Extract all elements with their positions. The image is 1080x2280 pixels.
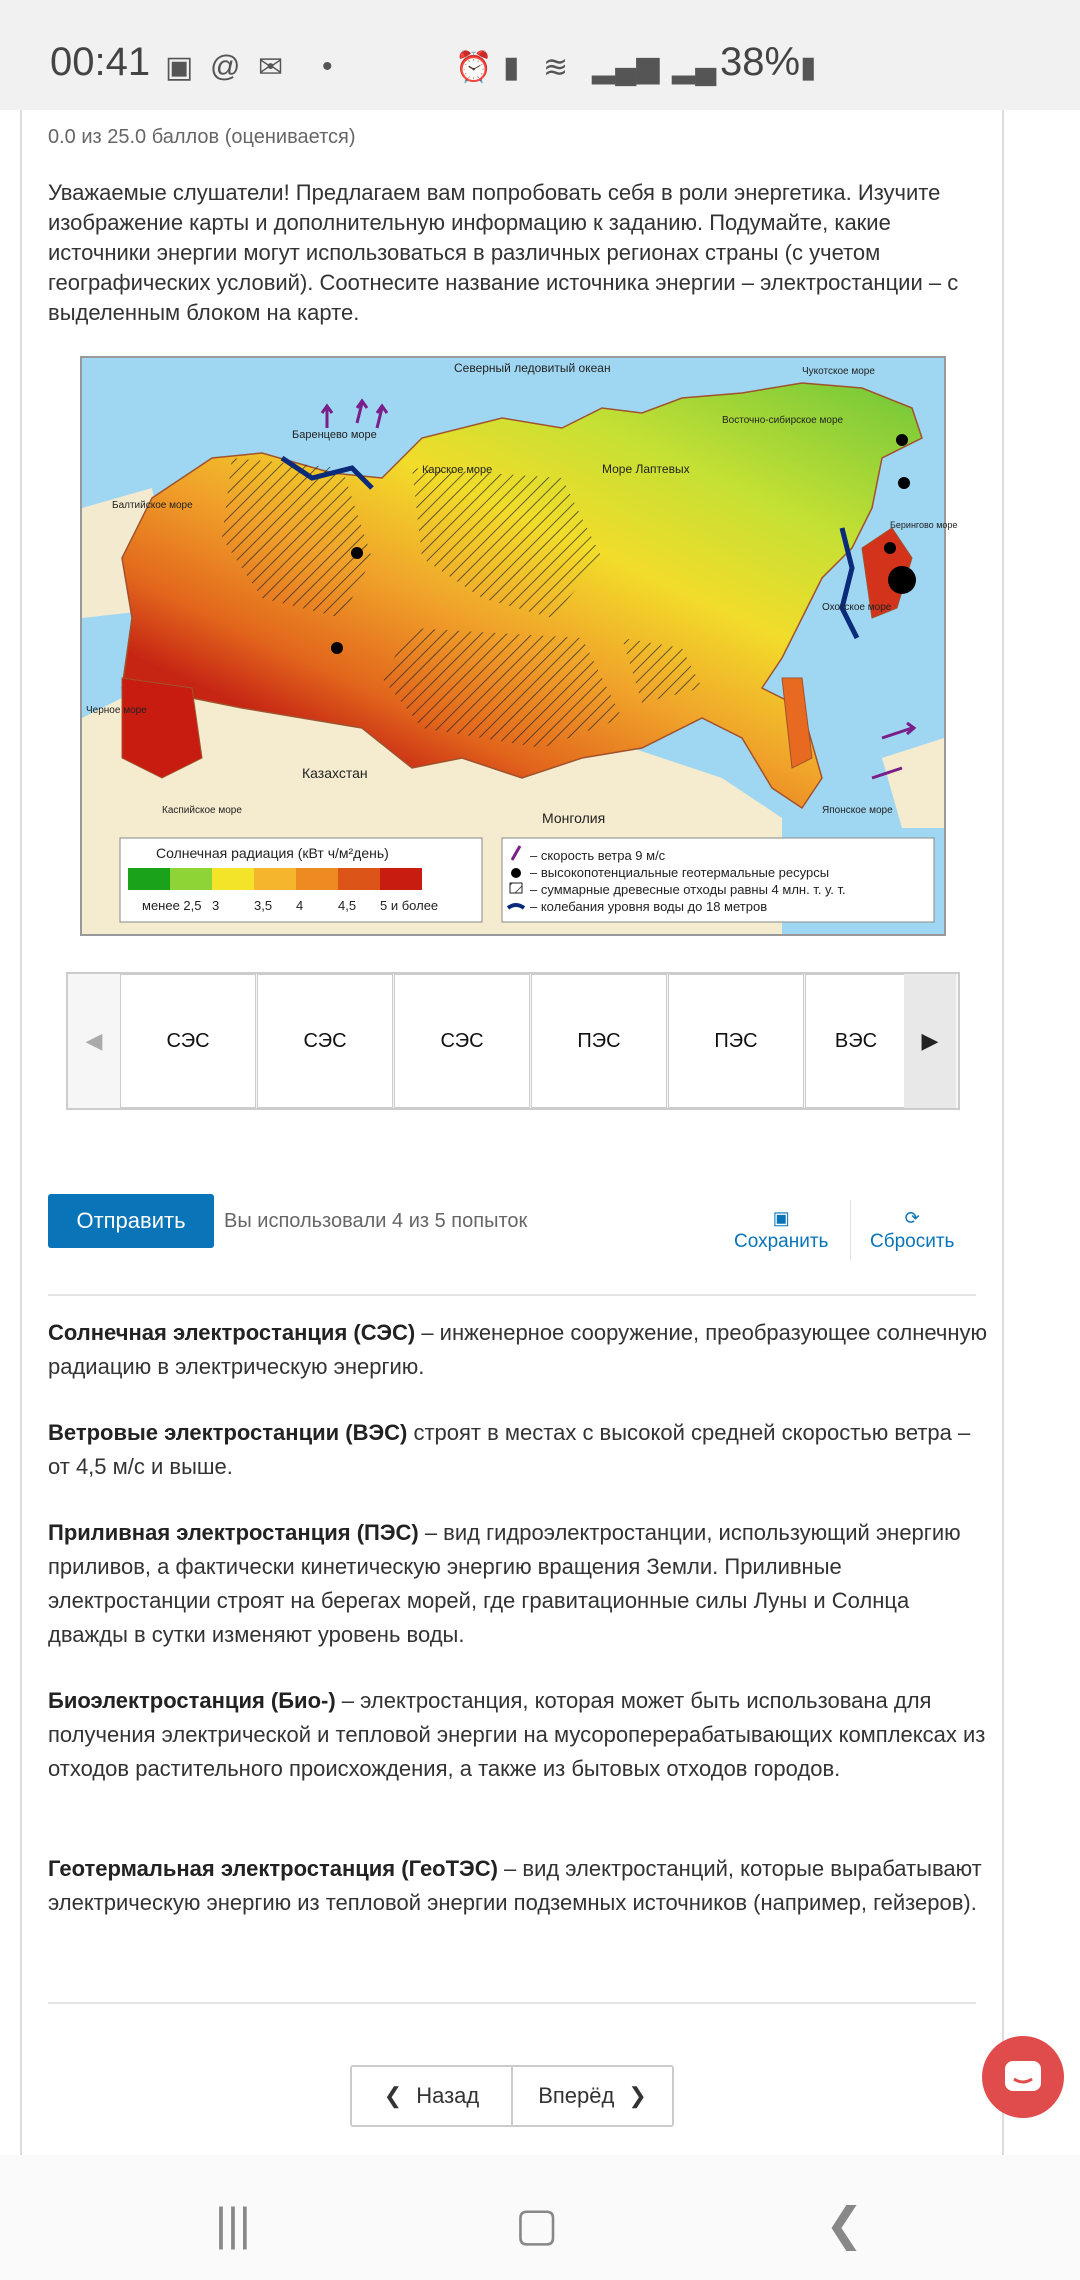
draggable-tile[interactable]: СЭС (394, 974, 530, 1108)
scale-swatch (296, 868, 338, 890)
status-time: 00:41 (50, 40, 151, 84)
definition-term: Солнечная электростанция (СЭС) (48, 1320, 416, 1345)
definition-wind (48, 1416, 988, 1484)
geothermal-dot-4 (888, 566, 916, 594)
task-intro: Уважаемые слушатели! Предлагаем вам попробовать себя в роли энергетика. Изучите изображение карты и дополнительную информацию к заданию. Подумайте, какие источники энергии могут использоваться в различных регионах страны (с учетом географических условий). Соотнесите название источника энергии – электростанции – с выделенным блоком на карте. (48, 180, 959, 325)
scale-swatch (254, 868, 296, 890)
definition-text: – инженерное сооружение, преобразующее солнечную радиацию в электрическую энергию. (48, 1320, 988, 1379)
draggable-tile[interactable]: СЭС (257, 974, 393, 1108)
action-divider (850, 1200, 851, 1260)
map-label-kazakhstan: Казахстан (302, 765, 368, 781)
map-label-japan: Японское море (822, 805, 893, 816)
alarm-icon: ⏰ (455, 51, 493, 84)
draggable-tile[interactable]: ПЭС (531, 974, 667, 1108)
scale-swatch (380, 868, 422, 890)
geothermal-dot-6 (331, 642, 343, 654)
definition-term: Геотермальная электростанция (ГеоТЭС) (48, 1856, 498, 1881)
save-label: Сохранить (734, 1231, 829, 1252)
map-label-mongolia: Монголия (542, 810, 606, 826)
scale-swatch (338, 868, 380, 890)
russia-energy-map (80, 356, 958, 936)
sequence-nav (350, 2065, 674, 2127)
map-label-east-siberian: Восточно-сибирское море (722, 415, 844, 426)
legend-solar-title: Солнечная радиация (кВт ч/м²день) (156, 845, 389, 861)
battery-percent: 38% (720, 40, 801, 84)
map-label-caspian: Каспийское море (162, 805, 242, 816)
legend-geothermal-symbol (511, 868, 521, 878)
scale-swatch (170, 868, 212, 890)
home-icon[interactable]: ▢ (515, 2198, 559, 2250)
scale-label: 4,5 (338, 898, 357, 913)
attempts-text: Вы использовали 4 из 5 попыток (224, 1210, 528, 1232)
divider (48, 1294, 976, 1296)
dot-icon: • (322, 50, 333, 83)
definition-solar (48, 1316, 988, 1384)
prev-label: Назад (416, 2083, 480, 2108)
reset-label: Сбросить (870, 1231, 955, 1252)
map-label-ocean: Северный ледовитый океан (454, 361, 611, 375)
geothermal-dot-1 (896, 434, 908, 446)
scroll-left-button[interactable]: ◀ (85, 1028, 103, 1053)
save-button[interactable] (734, 1208, 828, 1253)
map-label-chukotka: Чукотское море (802, 366, 875, 377)
scale-label: 3 (212, 898, 220, 913)
definition-bio (48, 1684, 988, 1786)
next-label: Вперёд (538, 2083, 615, 2108)
gallery-icon: ▣ (165, 51, 194, 84)
chat-icon (1003, 2059, 1043, 2095)
definition-term: Биоэлектростанция (Био-) (48, 1688, 336, 1713)
map-label-bering: Берингово море (890, 520, 958, 530)
scale-label: 4 (296, 898, 304, 913)
battery-saver-icon: ▮ (503, 51, 520, 84)
map-label-laptev: Море Лаптевых (602, 462, 690, 476)
map-label-okhotsk: Охотское море (822, 602, 892, 613)
map-label-baltic: Балтийское море (112, 500, 193, 511)
save-icon: ▣ (772, 1208, 790, 1228)
scale-swatch (212, 868, 254, 890)
divider (48, 2002, 976, 2004)
android-nav-bar (0, 2155, 1080, 2280)
grade-text: 0.0 из 25.0 баллов (оценивается) (48, 126, 356, 148)
legend-item-wind: – скорость ветра 9 м/с (530, 848, 666, 863)
legend-item-wood: – суммарные древесные отходы равны 4 млн. т. у. т. (530, 882, 846, 897)
problem-content (20, 110, 1004, 2155)
reset-button[interactable] (870, 1208, 954, 1253)
draggable-tile[interactable]: ПЭС (668, 974, 804, 1108)
definition-tidal (48, 1516, 988, 1652)
definition-text: – электростанция, которая может быть использована для получения электрической и тепловой энергии на мусороперерабатывающих комплексах из отходов растительного происхождения, а также из бытовых отходов городов. (48, 1688, 986, 1781)
signal-icon: ▂▄▆ (592, 51, 660, 84)
draggable-tile[interactable]: ВЭС (805, 974, 907, 1108)
scroll-right-button[interactable]: ▶ (904, 974, 956, 1108)
definition-text: – вид гидроэлектростанции, использующий энергию приливов, а фактически кинетическую энергию вращения Земли. Приливные электростанции строят на берегах морей, где гравитационные силы Луны и Солнца дважды в сутки изменяют уровень воды. (48, 1520, 961, 1647)
battery-icon: ▮ (800, 51, 817, 84)
legend-item-tidal: – колебания уровня воды до 18 метров (530, 899, 768, 914)
at-icon: @ (210, 50, 241, 83)
submit-button[interactable]: Отправить (48, 1194, 214, 1248)
scale-label: менее 2,5 (142, 898, 202, 913)
map-label-barents: Баренцево море (292, 429, 377, 441)
draggable-tile[interactable]: СЭС (120, 974, 256, 1108)
definition-text: – вид электростанций, которые вырабатывают электрическую энергию из тепловой энергии подземных источников (например, гейзеров). (48, 1856, 982, 1915)
definition-geothermal (48, 1852, 988, 1920)
definition-text: строят в местах с высокой средней скоростью ветра – от 4,5 м/с и выше. (48, 1420, 971, 1479)
scale-label: 5 и более (380, 898, 439, 913)
chevron-right-icon: ❯ (628, 2083, 647, 2108)
scale-label: 3,5 (254, 898, 273, 913)
recent-apps-icon[interactable]: ||| (215, 2198, 251, 2250)
scale-swatch (128, 868, 170, 890)
mail-icon: ✉ (258, 51, 284, 84)
legend-item-geothermal: – высокопотенциальные геотермальные ресурсы (530, 865, 830, 880)
refresh-icon: ⟳ (904, 1208, 920, 1228)
back-icon[interactable]: ❮ (825, 2198, 864, 2250)
geothermal-dot-3 (884, 542, 896, 554)
prev-button[interactable] (352, 2067, 511, 2125)
legend-scale (128, 868, 422, 890)
geothermal-dot-2 (898, 477, 910, 489)
south-region (122, 678, 202, 778)
status-bar (0, 0, 1080, 110)
signal2-icon: ▂▄ (672, 51, 717, 84)
chat-button[interactable] (982, 2036, 1064, 2118)
drag-tile-strip (66, 972, 960, 1110)
legend-wood-symbol (510, 883, 522, 893)
definition-term: Приливная электростанция (ПЭС) (48, 1520, 419, 1545)
chevron-left-icon: ❮ (383, 2083, 403, 2108)
map-label-kara: Карское море (422, 464, 493, 476)
geothermal-dot-5 (351, 547, 363, 559)
wifi-icon: ≋ (543, 51, 569, 84)
map-label-black: Черное море (86, 705, 147, 716)
definition-term: Ветровые электростанции (ВЭС) (48, 1420, 408, 1445)
next-button[interactable] (511, 2067, 672, 2125)
